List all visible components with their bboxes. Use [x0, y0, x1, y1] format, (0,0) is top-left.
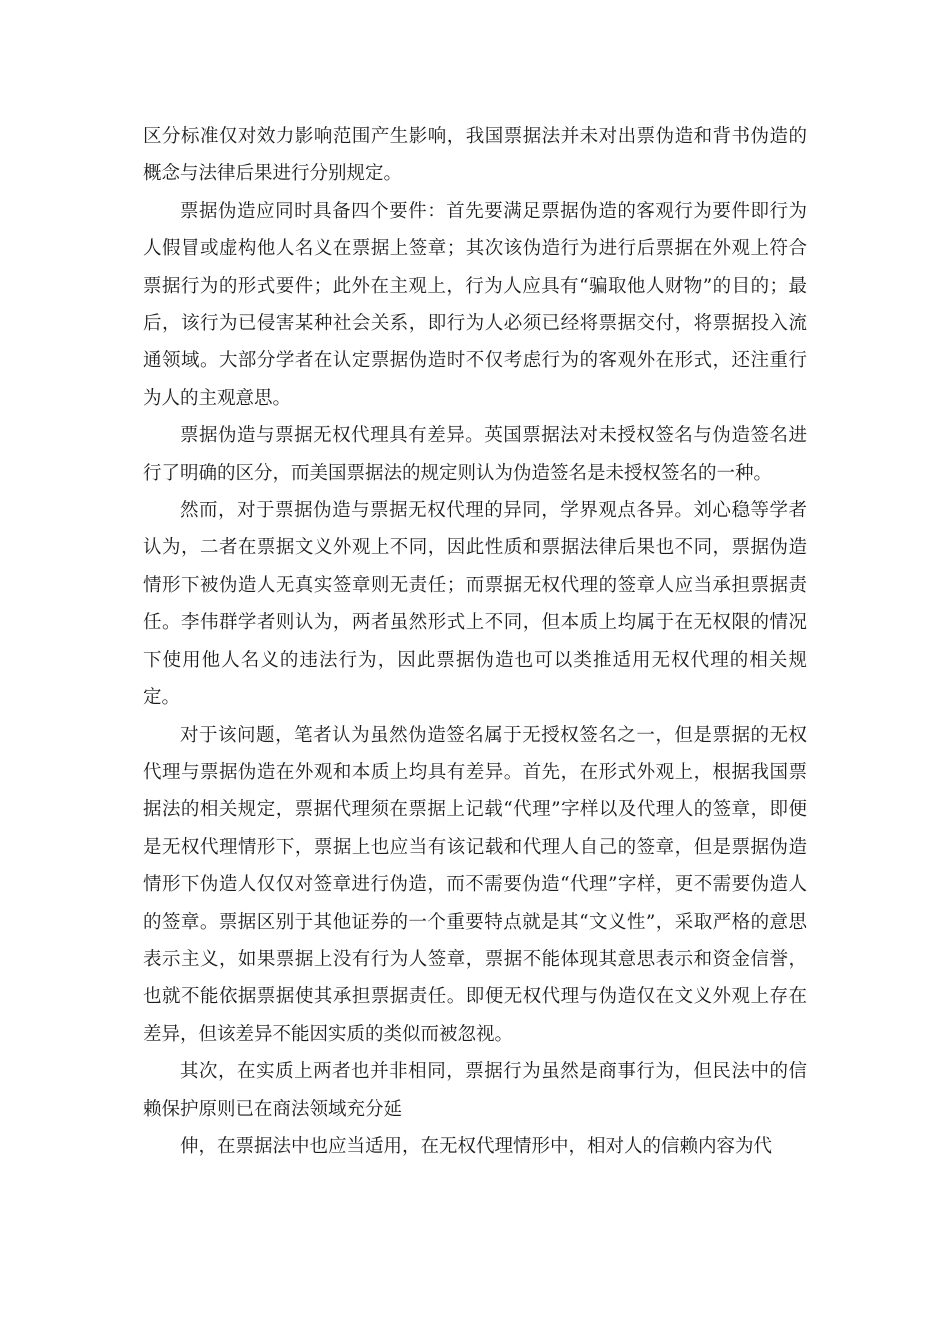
paragraph-1: 区分标准仅对效力影响范围产生影响，我国票据法并未对出票伪造和背书伪造的概念与法律后果进行分别规定。 — [143, 126, 807, 185]
paragraph-2: 票据伪造应同时具备四个要件：首先要满足票据伪造的客观行为要件即行为人假冒或虚构他人名义在票据上签章；其次该伪造行为进行后票据在外观上符合票据行为的形式要件；此外在主观上，行为人应具有“骗取他人财物”的目的；最后，该行为已侵害某种社会关系，即行为人必须已经将票据交付，将票据投入流通领域。大部分学者在认定票据伪造时不仅考虑行为的客观外在形式，还注重行为人的主观意思。 — [143, 200, 807, 409]
document-body — [143, 118, 807, 1165]
paragraph-6: 其次，在实质上两者也并非相同，票据行为虽然是商事行为，但民法中的信赖保护原则已在商法领域充分延 — [143, 1061, 807, 1120]
paragraph-4: 然而，对于票据伪造与票据无权代理的异同，学界观点各异。刘心稳等学者认为，二者在票据文义外观上不同，因此性质和票据法律后果也不同，票据伪造情形下被伪造人无真实签章则无责任；而票据无权代理的签章人应当承担票据责任。李伟群学者则认为，两者虽然形式上不同，但本质上均属于在无权限的情况下使用他人名义的违法行为，因此票据伪造也可以类推适用无权代理的相关规定。 — [143, 500, 807, 709]
paragraph-7: 伸，在票据法中也应当适用，在无权代理情形中，相对人的信赖内容为代 — [180, 1135, 773, 1157]
paragraph-3: 票据伪造与票据无权代理具有差异。英国票据法对未授权签名与伪造签名进行了明确的区分，而美国票据法的规定则认为伪造签名是未授权签名的一种。 — [143, 425, 807, 484]
paragraph-5: 对于该问题，笔者认为虽然伪造签名属于无授权签名之一，但是票据的无权代理与票据伪造在外观和本质上均具有差异。首先，在形式外观上，根据我国票据法的相关规定，票据代理须在票据上记载“代理”字样以及代理人的签章，即便是无权代理情形下，票据上也应当有该记载和代理人自己的签章，但是票据伪造情形下伪造人仅仅对签章进行伪造，而不需要伪造“代理”字样，更不需要伪造人的签章。票据区别于其他证券的一个重要特点就是其“文义性”，采取严格的意思表示主义，如果票据上没有行为人签章，票据不能体现其意思表示和资金信誉，也就不能依据票据使其承担票据责任。即便无权代理与伪造仅在文义外观上存在差异，但该差异不能因实质的类似而被忽视。 — [143, 724, 807, 1045]
